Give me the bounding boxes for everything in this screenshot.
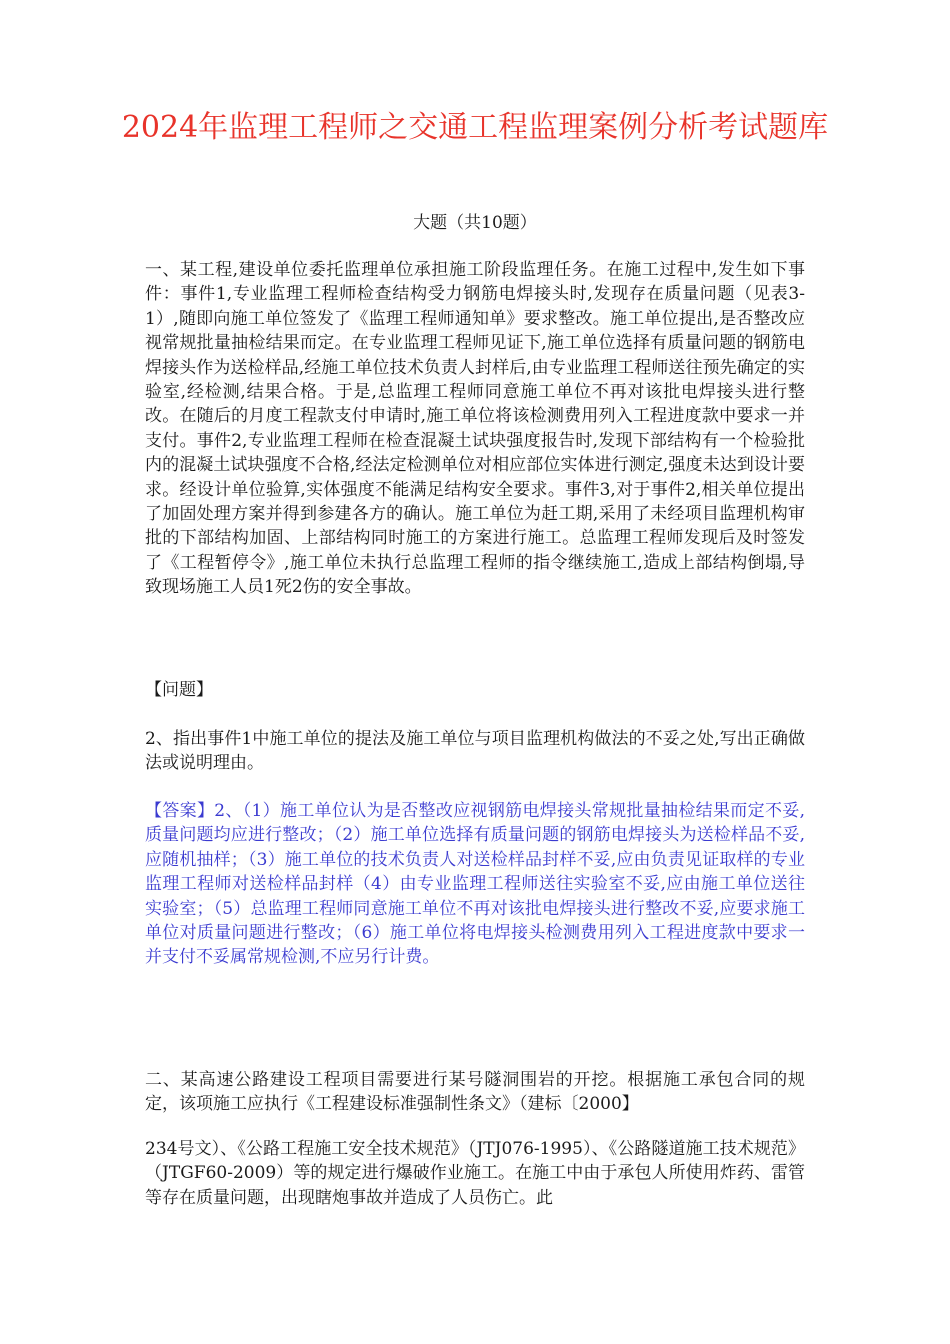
case-two-continued: 234号文）、《公路工程施工安全技术规范》（JTJ076-1995）、《公路隧道施工技术规范》（JTGF60-2009）等的规定进行爆破作业施工。在施工中由于承包人所使用炸药、雷管等存在质量问题，出现瞎炮事故并造成了人员伤亡。此 bbox=[145, 1139, 805, 1208]
case-two-intro: 二、某高速公路建设工程项目需要进行某号隧洞围岩的开挖。根据施工承包合同的规定，该项施工应执行《工程建设标准强制性条文》（建标〔2000】 bbox=[145, 1070, 805, 1115]
question-one-text: 2、指出事件1中施工单位的提法及施工单位与项目监理机构做法的不妥之处,写出正确做法或说明理由。 bbox=[145, 729, 805, 774]
question-label: 【问题】 bbox=[145, 680, 213, 700]
answer-one-text: 【答案】2、（1）施工单位认为是否整改应视钢筋电焊接头常规批量抽检结果而定不妥,质量问题均应进行整改；（2）施工单位选择有质量问题的钢筋电焊接头为送检样品不妥,应随机抽样；（3）施工单位的技术负责人对送检样品封样不妥,应由负责见证取样的专业监理工程师对送检样品封样（4）由专业监理工程师送往实验室不妥,应由施工单位送往实验室；（5）总监理工程师同意施工单位不再对该批电焊接头进行整改不妥,应要求施工单位对质量问题进行整改；（6）施工单位将电焊接头检测费用列入工程进度款中要求一并支付不妥属常规检测,不应另行计费。 bbox=[145, 801, 805, 968]
document-title: 2024年监理工程师之交通工程监理案例分析考试题库 bbox=[121, 110, 829, 145]
case-one-text: 一、某工程,建设单位委托监理单位承担施工阶段监理任务。在施工过程中,发生如下事件：事件1,专业监理工程师检查结构受力钢筋电焊接头时,发现存在质量问题（见表3-1）,随即向施工单位签发了《监理工程师通知单》要求整改。施工单位提出,是否整改应视常规批量抽检结果而定。在专业监理工程师见证下,施工单位选择有质量问题的钢筋电焊接头作为送检样品,经施工单位技术负责人封样后,由专业监理工程师送往预先确定的实验室,经检测,结果合格。于是,总监理工程师同意施工单位不再对该批电焊接头进行整改。在随后的月度工程款支付申请时,施工单位将该检测费用列入工程进度款中要求一并支付。事件2,专业监理工程师在检查混凝土试块强度报告时,发现下部结构有一个检验批内的混凝土试块强度不合格,经法定检测单位对相应部位实体进行测定,强度未达到设计要求。经设计单位验算,实体强度不能满足结构安全要求。事件3,对于事件2,相关单位提出了加固处理方案并得到参建各方的确认。施工单位为赶工期,采用了未经项目监理机构审批的下部结构加固、上部结构同时施工的方案进行施工。总监理工程师发现后及时签发了《工程暂停令》,施工单位未执行总监理工程师的指令继续施工,造成上部结构倒塌,导致现场施工人员1死2伤的安全事故。 bbox=[145, 260, 805, 598]
section-heading: 大题（共10题） bbox=[413, 213, 537, 233]
